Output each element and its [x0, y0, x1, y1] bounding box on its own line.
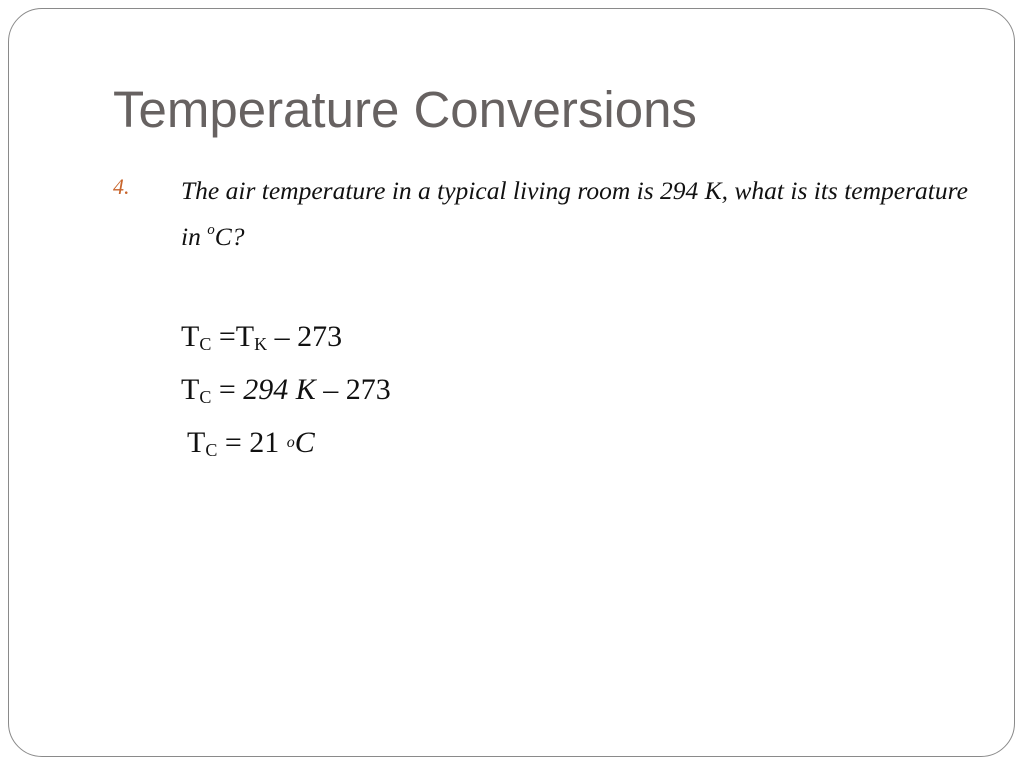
eq-equals: =: [211, 320, 236, 353]
eq-rest: – 273: [267, 320, 343, 353]
eq-rhs-subscript: K: [254, 334, 268, 354]
eq-value: 294 K: [243, 373, 316, 406]
eq-rest: – 273: [315, 373, 391, 406]
eq-equals: =: [211, 373, 244, 406]
list-item-number: 4.: [113, 174, 130, 199]
equation-formula: [181, 322, 342, 352]
equation-result: [187, 428, 315, 458]
equation-substitution: [181, 375, 391, 405]
eq-lhs-var: T: [181, 373, 200, 406]
eq-lhs-var: T: [181, 320, 200, 353]
eq-lhs-subscript: C: [199, 387, 212, 407]
degree-symbol: o: [207, 221, 215, 238]
question-text-main: The air temperature in a typical living room is 294 K, what is its temperature in: [181, 176, 968, 251]
eq-equals: =: [217, 426, 250, 459]
degree-symbol: o: [286, 434, 295, 451]
eq-unit: C: [294, 426, 315, 459]
eq-rhs-var: T: [235, 320, 255, 353]
eq-lhs-var: T: [187, 426, 206, 459]
eq-value: 21: [249, 426, 287, 459]
slide-title: Temperature Conversions: [113, 81, 697, 138]
question-text-end: C?: [214, 222, 245, 251]
eq-lhs-subscript: C: [205, 440, 218, 460]
eq-lhs-subscript: C: [199, 334, 212, 354]
question-text: [181, 168, 971, 260]
